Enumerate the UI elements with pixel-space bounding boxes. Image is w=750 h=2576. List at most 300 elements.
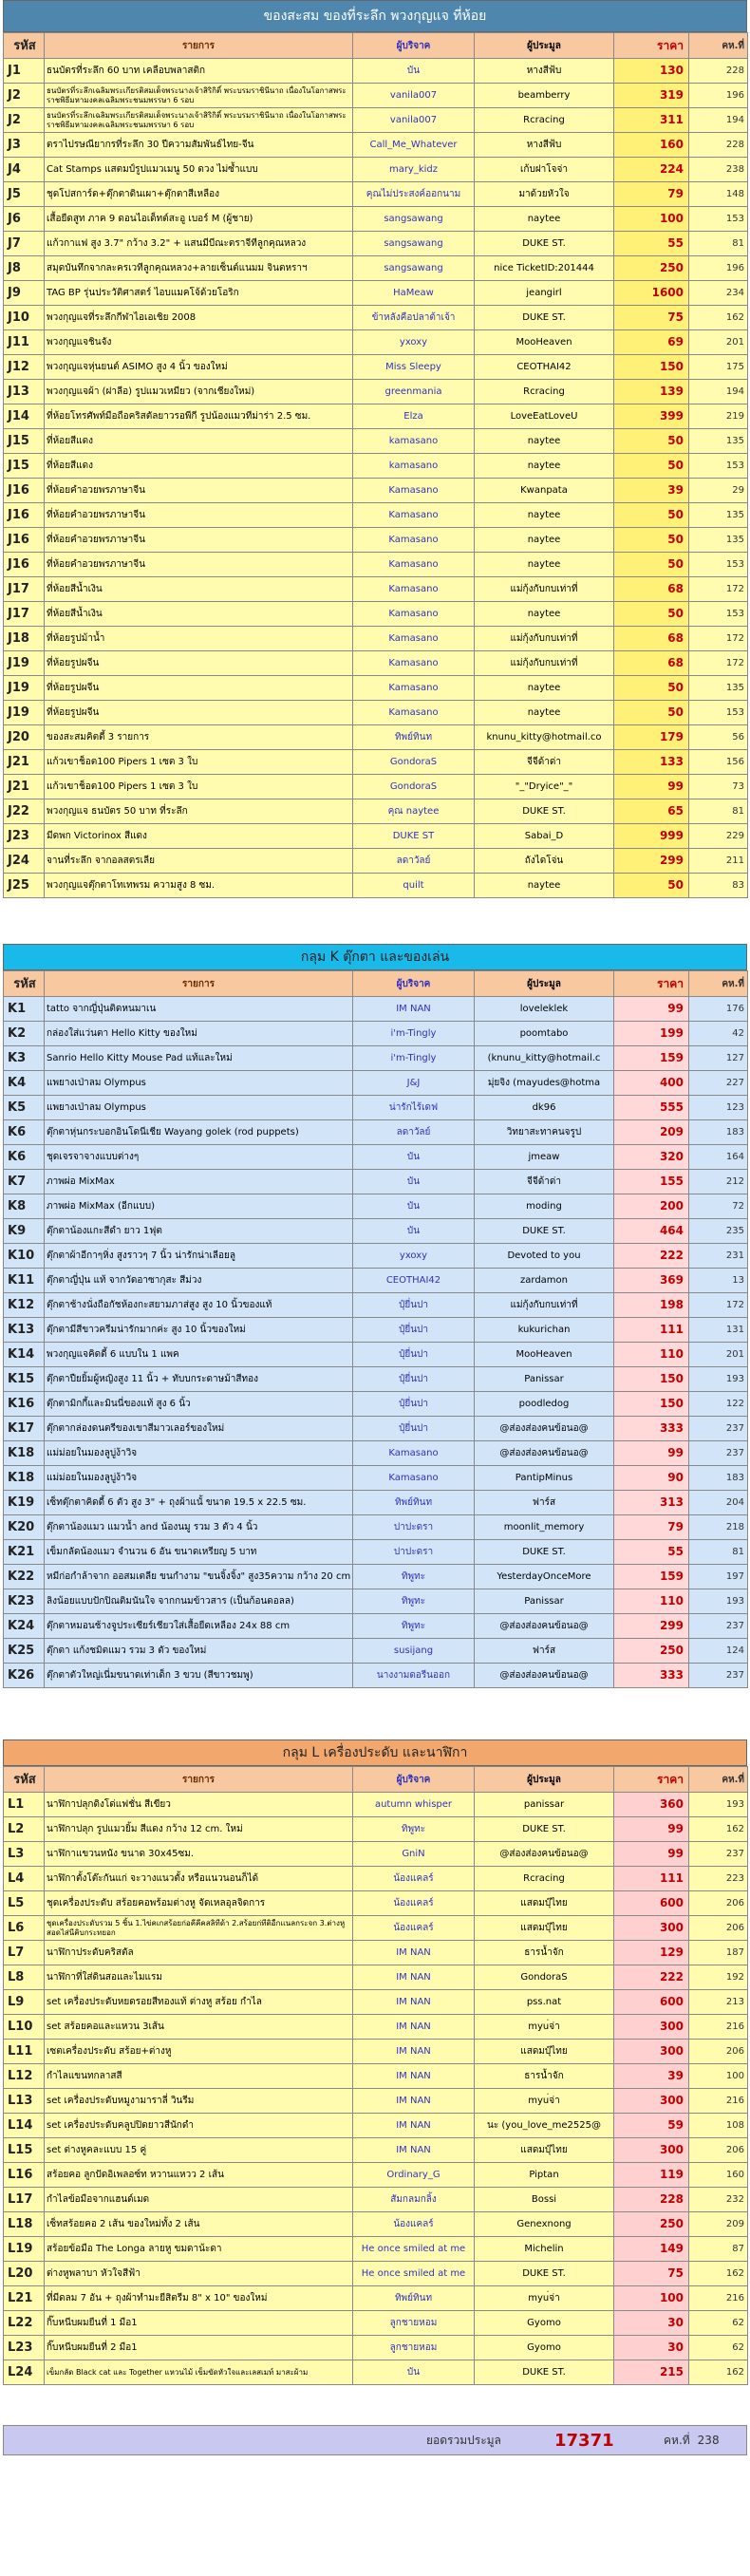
table-row [4, 1219, 748, 1244]
cell-item: แม่ม่อยในมองลูบู่ง้าวิจ [45, 1466, 353, 1491]
cell-seller: บัน [353, 1194, 475, 1219]
cell-price: 600 [614, 1990, 689, 2015]
cell-code: K2 [4, 1022, 45, 1046]
cell-code: J25 [4, 874, 45, 898]
header-code: รหัส [4, 1767, 45, 1793]
cell-seller: IM NAN [353, 1941, 475, 1965]
table-row [4, 232, 748, 256]
cell-buyer: naytee [475, 701, 614, 725]
cell-num: 237 [689, 1417, 748, 1441]
table-row [4, 577, 748, 602]
table-row [4, 1589, 748, 1614]
cell-seller: GondoraS [353, 750, 475, 775]
cell-num: 160 [689, 2163, 748, 2188]
table-row [4, 404, 748, 429]
cell-seller: ปาปะดรา [353, 1540, 475, 1565]
cell-buyer: Rcracing [475, 1867, 614, 1891]
cell-price: 224 [614, 158, 689, 182]
cell-seller: He once smiled at me [353, 2262, 475, 2286]
table-row [4, 2262, 748, 2286]
cell-item: set ต่างหูคละแบบ 15 คู่ [45, 2138, 353, 2163]
table-row [4, 676, 748, 701]
cell-num: 162 [689, 2360, 748, 2385]
cell-price: 50 [614, 528, 689, 553]
cell-buyer: DUKE ST. [475, 232, 614, 256]
cell-seller: สัมกลมกลิ้ง [353, 2188, 475, 2212]
cell-buyer: ธารน้ำจัก [475, 1941, 614, 1965]
cell-seller: ทิพย์ทินท [353, 2286, 475, 2311]
cell-price: 319 [614, 84, 689, 108]
cell-buyer: หางสีฟ้บ [475, 133, 614, 158]
table-row [4, 1022, 748, 1046]
cell-price: 555 [614, 1096, 689, 1120]
cell-price: 600 [614, 1891, 689, 1916]
cell-buyer: GondoraS [475, 1965, 614, 1990]
cell-item: นาฬิกาที่ใส่ดินสอและไมแรม [45, 1965, 353, 1990]
section-k [3, 944, 747, 1688]
cell-price: 228 [614, 2188, 689, 2212]
table-row [4, 1540, 748, 1565]
cell-price: 110 [614, 1343, 689, 1367]
cell-item: กำไลแขนทกลาสสี [45, 2064, 353, 2089]
table-row [4, 1639, 748, 1664]
cell-buyer: kukurichan [475, 1318, 614, 1343]
cell-item: นาฬิกาปลุกดิงโด่แฟชั่น สีเขียว [45, 1793, 353, 1817]
cell-seller: IM NAN [353, 997, 475, 1022]
cell-buyer: jmeaw [475, 1145, 614, 1170]
header-buyer: ผู้ประมูล [475, 1767, 614, 1793]
cell-buyer: nice TicketID:201444 [475, 256, 614, 281]
cell-price: 99 [614, 1842, 689, 1867]
cell-seller: ลดาวัลย์ [353, 849, 475, 874]
cell-buyer: @ส่องส่องคนข้อนอ@ [475, 1842, 614, 1867]
cell-item: ตุ๊กตาหุ่นกระบอกอินโดนีเชีย Wayang golek (rod puppets) [45, 1120, 353, 1145]
cell-price: 313 [614, 1491, 689, 1515]
cell-buyer: Michelin [475, 2237, 614, 2262]
table-row [4, 330, 748, 355]
cell-buyer: DUKE ST. [475, 2360, 614, 2385]
cell-price: 333 [614, 1417, 689, 1441]
header-num: คห.ที่ [689, 33, 748, 59]
cell-price: 150 [614, 1367, 689, 1392]
cell-price: 75 [614, 306, 689, 330]
cell-code: J16 [4, 503, 45, 528]
cell-item: set สร้อยคอและแหวน 3เส้น [45, 2015, 353, 2040]
cell-num: 175 [689, 355, 748, 380]
cell-code: K23 [4, 1589, 45, 1614]
cell-code: L9 [4, 1990, 45, 2015]
cell-num: 135 [689, 503, 748, 528]
cell-seller: IM NAN [353, 2138, 475, 2163]
cell-num: 237 [689, 1441, 748, 1466]
cell-seller: ทิพย์ทินท [353, 725, 475, 750]
cell-code: J9 [4, 281, 45, 306]
section-title: กลุม L เครื่องประดับ และนาฬิกา [3, 1739, 747, 1766]
cell-seller: greenmania [353, 380, 475, 404]
cell-seller: Miss Sleepy [353, 355, 475, 380]
cell-seller: ปาปะดรา [353, 1515, 475, 1540]
cell-item: tatto จากญี่ปุ่นติดหนมาเน [45, 997, 353, 1022]
table-row [4, 1916, 748, 1941]
cell-code: L15 [4, 2138, 45, 2163]
cell-code: J19 [4, 701, 45, 725]
table-row [4, 2015, 748, 2040]
cell-price: 79 [614, 182, 689, 207]
cell-buyer: YesterdayOnceMore [475, 1565, 614, 1589]
header-buyer: ผู้ประมูล [475, 971, 614, 997]
cell-item: พวงกุญแจผ้า (ฝาลีอ) รูปแมวเหมียว (จากเชียงใหม่) [45, 380, 353, 404]
cell-buyer: "_"Dryice"_" [475, 775, 614, 799]
cell-seller: sangsawang [353, 232, 475, 256]
cell-num: 81 [689, 799, 748, 824]
cell-seller: GniN [353, 1842, 475, 1867]
cell-code: L17 [4, 2188, 45, 2212]
cell-price: 79 [614, 1515, 689, 1540]
cell-num: 216 [689, 2089, 748, 2114]
cell-price: 300 [614, 1916, 689, 1941]
cell-num: 204 [689, 1491, 748, 1515]
table-row [4, 528, 748, 553]
cell-seller: คุณ naytee [353, 799, 475, 824]
cell-item: set เครื่องประดับหยดรอยสีทองแท้ ต่างหู สร้อย กำไล [45, 1990, 353, 2015]
cell-buyer: DUKE ST. [475, 1219, 614, 1244]
cell-item: เซตเครื่องประดับ สร้อย+ต่างหู [45, 2040, 353, 2064]
cell-code: J15 [4, 429, 45, 454]
cell-item: ที่ห้อยสีน้ำเงิน [45, 602, 353, 627]
table-row [4, 1817, 748, 1842]
cell-price: 99 [614, 1817, 689, 1842]
cell-buyer: naytee [475, 528, 614, 553]
cell-seller: Elza [353, 404, 475, 429]
cell-buyer: (knunu_kitty@hotmail.c [475, 1046, 614, 1071]
auction-table [3, 970, 748, 1688]
cell-code: K22 [4, 1565, 45, 1589]
cell-item: แม่ม่อยในมองลูบู่ง้าวิจ [45, 1441, 353, 1466]
table-header-row [4, 971, 748, 997]
table-row [4, 429, 748, 454]
cell-price: 55 [614, 232, 689, 256]
cell-seller: Kamasano [353, 701, 475, 725]
cell-num: 213 [689, 1990, 748, 2015]
cell-seller: ข้าหลังคือปลาต้าเจ้า [353, 306, 475, 330]
table-row [4, 306, 748, 330]
cell-num: 229 [689, 824, 748, 849]
table-row [4, 2138, 748, 2163]
cell-item: จานที่ระลึก จากอลสตรเลีย [45, 849, 353, 874]
table-row [4, 874, 748, 898]
cell-code: L21 [4, 2286, 45, 2311]
cell-item: แก้วกาแฟ สูง 3.7" กว้าง 3.2" + แสนมีบีณะตราจีทีลูกคุณหลวง [45, 232, 353, 256]
cell-price: 299 [614, 849, 689, 874]
cell-buyer: ถังไดโจ่น [475, 849, 614, 874]
cell-buyer: จีจีด้าด่า [475, 1170, 614, 1194]
cell-seller: J&J [353, 1071, 475, 1096]
cell-seller: น่ารักไร้เดฟ [353, 1096, 475, 1120]
cell-seller: ลูกชายหอม [353, 2311, 475, 2336]
cell-item: เสื้อยืดสูท ภาค 9 ดอนไอเด็ทต์สะอู เบอร์ M (ผู้ชาย) [45, 207, 353, 232]
cell-seller: Kamasano [353, 503, 475, 528]
cell-seller: sangsawang [353, 256, 475, 281]
table-row [4, 725, 748, 750]
table-row [4, 1842, 748, 1867]
cell-seller: IM NAN [353, 1965, 475, 1990]
cell-seller: น้องแคลร์ [353, 1891, 475, 1916]
cell-item: พวงกุญแจตุ๊กตาโทเทพรม ความสูง 8 ซม. [45, 874, 353, 898]
cell-seller: sangsawang [353, 207, 475, 232]
cell-buyer: Piptan [475, 2163, 614, 2188]
cell-item: พวงกุญแจคิดดี้ 6 แบบใน 1 แพค [45, 1343, 353, 1367]
cell-price: 300 [614, 2015, 689, 2040]
cell-seller: Kamasano [353, 1441, 475, 1466]
cell-price: 159 [614, 1565, 689, 1589]
cell-seller: IM NAN [353, 2040, 475, 2064]
cell-num: 56 [689, 725, 748, 750]
cell-item: ที่ห้อยโทรศัพท์มือถือคริสตัลยาวรอพีกี รูปน้องแมวทีม่าร่า 2.5 ซม. [45, 404, 353, 429]
table-row [4, 2188, 748, 2212]
cell-buyer: LoveEatLoveU [475, 404, 614, 429]
cell-seller: i'm-Tingly [353, 1022, 475, 1046]
table-row [4, 1441, 748, 1466]
cell-item: ธนบัตรที่ระลึกเฉลิมพระเกียรติสมเด็จพระนางเจ้าสิริกิติ์ พระบรมราชินีนาถ เนื่องในโอกาสพระราชพิธีมหามงคลเฉลิมพระชนมพรรษา 6 รอบ [45, 84, 353, 108]
table-row [4, 108, 748, 133]
cell-num: 187 [689, 1941, 748, 1965]
cell-code: J19 [4, 676, 45, 701]
cell-item: ตุ๊กตาปืยยิ้มผู้หญิงสูง 11 นิ้ว + ทับบกระดาษม้าสีทอง [45, 1367, 353, 1392]
cell-price: 100 [614, 2286, 689, 2311]
cell-code: J7 [4, 232, 45, 256]
cell-num: 153 [689, 207, 748, 232]
cell-seller: ปุ๋ยี่นปา [353, 1417, 475, 1441]
cell-num: 211 [689, 849, 748, 874]
cell-num: 231 [689, 1244, 748, 1269]
cell-seller: ทิพูทะ [353, 1614, 475, 1639]
cell-num: 87 [689, 2237, 748, 2262]
cell-seller: ปุ๋ยี่นปา [353, 1293, 475, 1318]
cell-buyer: แสดมบุ๊ไทย [475, 2138, 614, 2163]
cell-num: 194 [689, 380, 748, 404]
table-row [4, 2040, 748, 2064]
total-bar [3, 2425, 747, 2455]
cell-num: 148 [689, 182, 748, 207]
cell-buyer: MooHeaven [475, 1343, 614, 1367]
cell-item: ที่ห้อยสีแดง [45, 429, 353, 454]
cell-code: K16 [4, 1392, 45, 1417]
table-row [4, 256, 748, 281]
cell-code: L18 [4, 2212, 45, 2237]
cell-seller: autumn whisper [353, 1793, 475, 1817]
table-row [4, 84, 748, 108]
cell-item: ตราไปรษณียากรที่ระลึก 30 ปีความสัมพันธ์ไทย-จีน [45, 133, 353, 158]
cell-num: 124 [689, 1639, 748, 1664]
cell-code: J2 [4, 84, 45, 108]
cell-seller: บัน [353, 2360, 475, 2385]
cell-buyer: วิทยาสะทาคนจรูป [475, 1120, 614, 1145]
cell-price: 222 [614, 1965, 689, 1990]
cell-code: K5 [4, 1096, 45, 1120]
table-row [4, 281, 748, 306]
cell-code: K19 [4, 1491, 45, 1515]
table-row [4, 701, 748, 725]
cell-seller: ทิพูทะ [353, 1589, 475, 1614]
cell-buyer: หางสีฟ้บ [475, 59, 614, 84]
cell-num: 227 [689, 1071, 748, 1096]
table-row [4, 2286, 748, 2311]
cell-code: J6 [4, 207, 45, 232]
table-row [4, 1120, 748, 1145]
cell-buyer: beamberry [475, 84, 614, 108]
cell-buyer: Panissar [475, 1367, 614, 1392]
cell-buyer: @ส่องส่องคนข้อนอ@ [475, 1664, 614, 1688]
cell-num: 234 [689, 281, 748, 306]
cell-item: ตุ๊กตาญี่ปุ่น แท้ จากวัดอาซากุสะ สีม่วง [45, 1269, 353, 1293]
cell-code: K17 [4, 1417, 45, 1441]
section-title: กลุม K ตุ๊กตา และของเล่น [3, 944, 747, 970]
cell-buyer: PantipMinus [475, 1466, 614, 1491]
total-value: 17371 [554, 2430, 614, 2451]
cell-item: ที่ห้อยรูปม้าน้ำ [45, 627, 353, 651]
cell-item: ที่ห้อยคำอวยพรภาษาจีน [45, 553, 353, 577]
cell-code: J16 [4, 528, 45, 553]
table-row [4, 849, 748, 874]
cell-code: K18 [4, 1466, 45, 1491]
cell-price: 65 [614, 799, 689, 824]
cell-price: 75 [614, 2262, 689, 2286]
cell-price: 215 [614, 2360, 689, 2385]
cell-num: 153 [689, 701, 748, 725]
cell-num: 192 [689, 1965, 748, 1990]
cell-seller: Kamasano [353, 577, 475, 602]
cell-code: K26 [4, 1664, 45, 1688]
cell-num: 29 [689, 479, 748, 503]
cell-code: J18 [4, 627, 45, 651]
cell-num: 172 [689, 1293, 748, 1318]
table-row [4, 207, 748, 232]
cell-buyer: poomtabo [475, 1022, 614, 1046]
cell-price: 68 [614, 577, 689, 602]
cell-code: L8 [4, 1965, 45, 1990]
cell-code: L16 [4, 2163, 45, 2188]
cell-price: 50 [614, 503, 689, 528]
cell-item: เข็มกลัด Black cat และ Together แหวนไม้ เข็มขัดหัวใจและเลสเมท์ มาสะผ้าม [45, 2360, 353, 2385]
cell-price: 111 [614, 1318, 689, 1343]
cell-num: 196 [689, 84, 748, 108]
cell-seller: vanila007 [353, 108, 475, 133]
table-row [4, 2163, 748, 2188]
cell-buyer: DUKE ST. [475, 2262, 614, 2286]
cell-code: J10 [4, 306, 45, 330]
cell-seller: ทิพย์ทินท [353, 1491, 475, 1515]
cell-item: กิ๊บหนีบผมยืนที่ 2 มือ1 [45, 2336, 353, 2360]
table-row [4, 1793, 748, 1817]
table-row [4, 182, 748, 207]
cell-price: 111 [614, 1867, 689, 1891]
table-row [4, 1170, 748, 1194]
cell-num: 237 [689, 1614, 748, 1639]
cell-seller: นางงามดอรีนออก [353, 1664, 475, 1688]
cell-code: L3 [4, 1842, 45, 1867]
table-row [4, 503, 748, 528]
cell-buyer: naytee [475, 874, 614, 898]
cell-seller: DUKE ST [353, 824, 475, 849]
cell-item: กำไลข้อมือจากแฮนด์เมด [45, 2188, 353, 2212]
cell-buyer: zardamon [475, 1269, 614, 1293]
cell-seller: บัน [353, 1219, 475, 1244]
cell-code: L10 [4, 2015, 45, 2040]
cell-buyer: แม่กุ้งกับกบเท่าที่ [475, 651, 614, 676]
cell-seller: Call_Me_Whatever [353, 133, 475, 158]
table-row [4, 1565, 748, 1589]
cell-price: 999 [614, 824, 689, 849]
cell-price: 50 [614, 602, 689, 627]
cell-price: 300 [614, 2138, 689, 2163]
section-l [3, 1739, 747, 2385]
cell-code: L13 [4, 2089, 45, 2114]
header-price: ราคา [614, 1767, 689, 1793]
cell-price: 400 [614, 1071, 689, 1096]
table-row [4, 1491, 748, 1515]
cell-price: 300 [614, 2089, 689, 2114]
cell-seller: บัน [353, 1145, 475, 1170]
cell-price: 320 [614, 1145, 689, 1170]
cell-price: 55 [614, 1540, 689, 1565]
cell-seller: น้องแคลร์ [353, 1916, 475, 1941]
cell-item: สร้อยข้อมือ The Longa ลายหู ขมดาน้ะดา [45, 2237, 353, 2262]
cell-code: K15 [4, 1367, 45, 1392]
cell-item: ภาพผ่อ MixMax (อีกแบบ) [45, 1194, 353, 1219]
table-row [4, 750, 748, 775]
cell-seller: ปุ๋ยี่นปา [353, 1343, 475, 1367]
cell-price: 110 [614, 1589, 689, 1614]
cell-buyer: naytee [475, 429, 614, 454]
cell-code: L23 [4, 2336, 45, 2360]
table-row [4, 2212, 748, 2237]
cell-code: L11 [4, 2040, 45, 2064]
cell-item: ตุ๊กตาตัวใหญ่เนี่มขนาดเท่าเด็ก 3 ขวบ (สีขาวชมพู) [45, 1664, 353, 1688]
cell-seller: He once smiled at me [353, 2237, 475, 2262]
cell-buyer: Rcracing [475, 380, 614, 404]
cell-buyer: pss.nat [475, 1990, 614, 2015]
cell-buyer: Bossi [475, 2188, 614, 2212]
cell-price: 1600 [614, 281, 689, 306]
cell-code: L12 [4, 2064, 45, 2089]
cell-code: J16 [4, 479, 45, 503]
cell-code: J21 [4, 775, 45, 799]
cell-code: J2 [4, 108, 45, 133]
cell-buyer: moonlit_memory [475, 1515, 614, 1540]
cell-seller: mary_kidz [353, 158, 475, 182]
cell-num: 81 [689, 232, 748, 256]
table-row [4, 997, 748, 1022]
cell-num: 135 [689, 429, 748, 454]
header-item: รายการ [45, 971, 353, 997]
cell-code: L6 [4, 1916, 45, 1941]
cell-buyer: myu่จ่า [475, 2015, 614, 2040]
table-row [4, 2089, 748, 2114]
cell-num: 201 [689, 1343, 748, 1367]
cell-code: J4 [4, 158, 45, 182]
cell-item: ตุ๊กตาหมอนช้างจูประเซียร์เชียวใส่เสื้อยืดเหลือง 24x 88 cm [45, 1614, 353, 1639]
cell-num: 235 [689, 1219, 748, 1244]
cell-code: L5 [4, 1891, 45, 1916]
cell-code: K6 [4, 1145, 45, 1170]
cell-buyer: Kwanpata [475, 479, 614, 503]
cell-seller: คุณไม่ประสงค์ออกนาม [353, 182, 475, 207]
cell-item: ที่ห้อยรูปผจีน [45, 701, 353, 725]
cell-seller: ลูกชายหอม [353, 2336, 475, 2360]
header-seller: ผู้บริจาค [353, 33, 475, 59]
cell-price: 369 [614, 1269, 689, 1293]
cell-code: J12 [4, 355, 45, 380]
